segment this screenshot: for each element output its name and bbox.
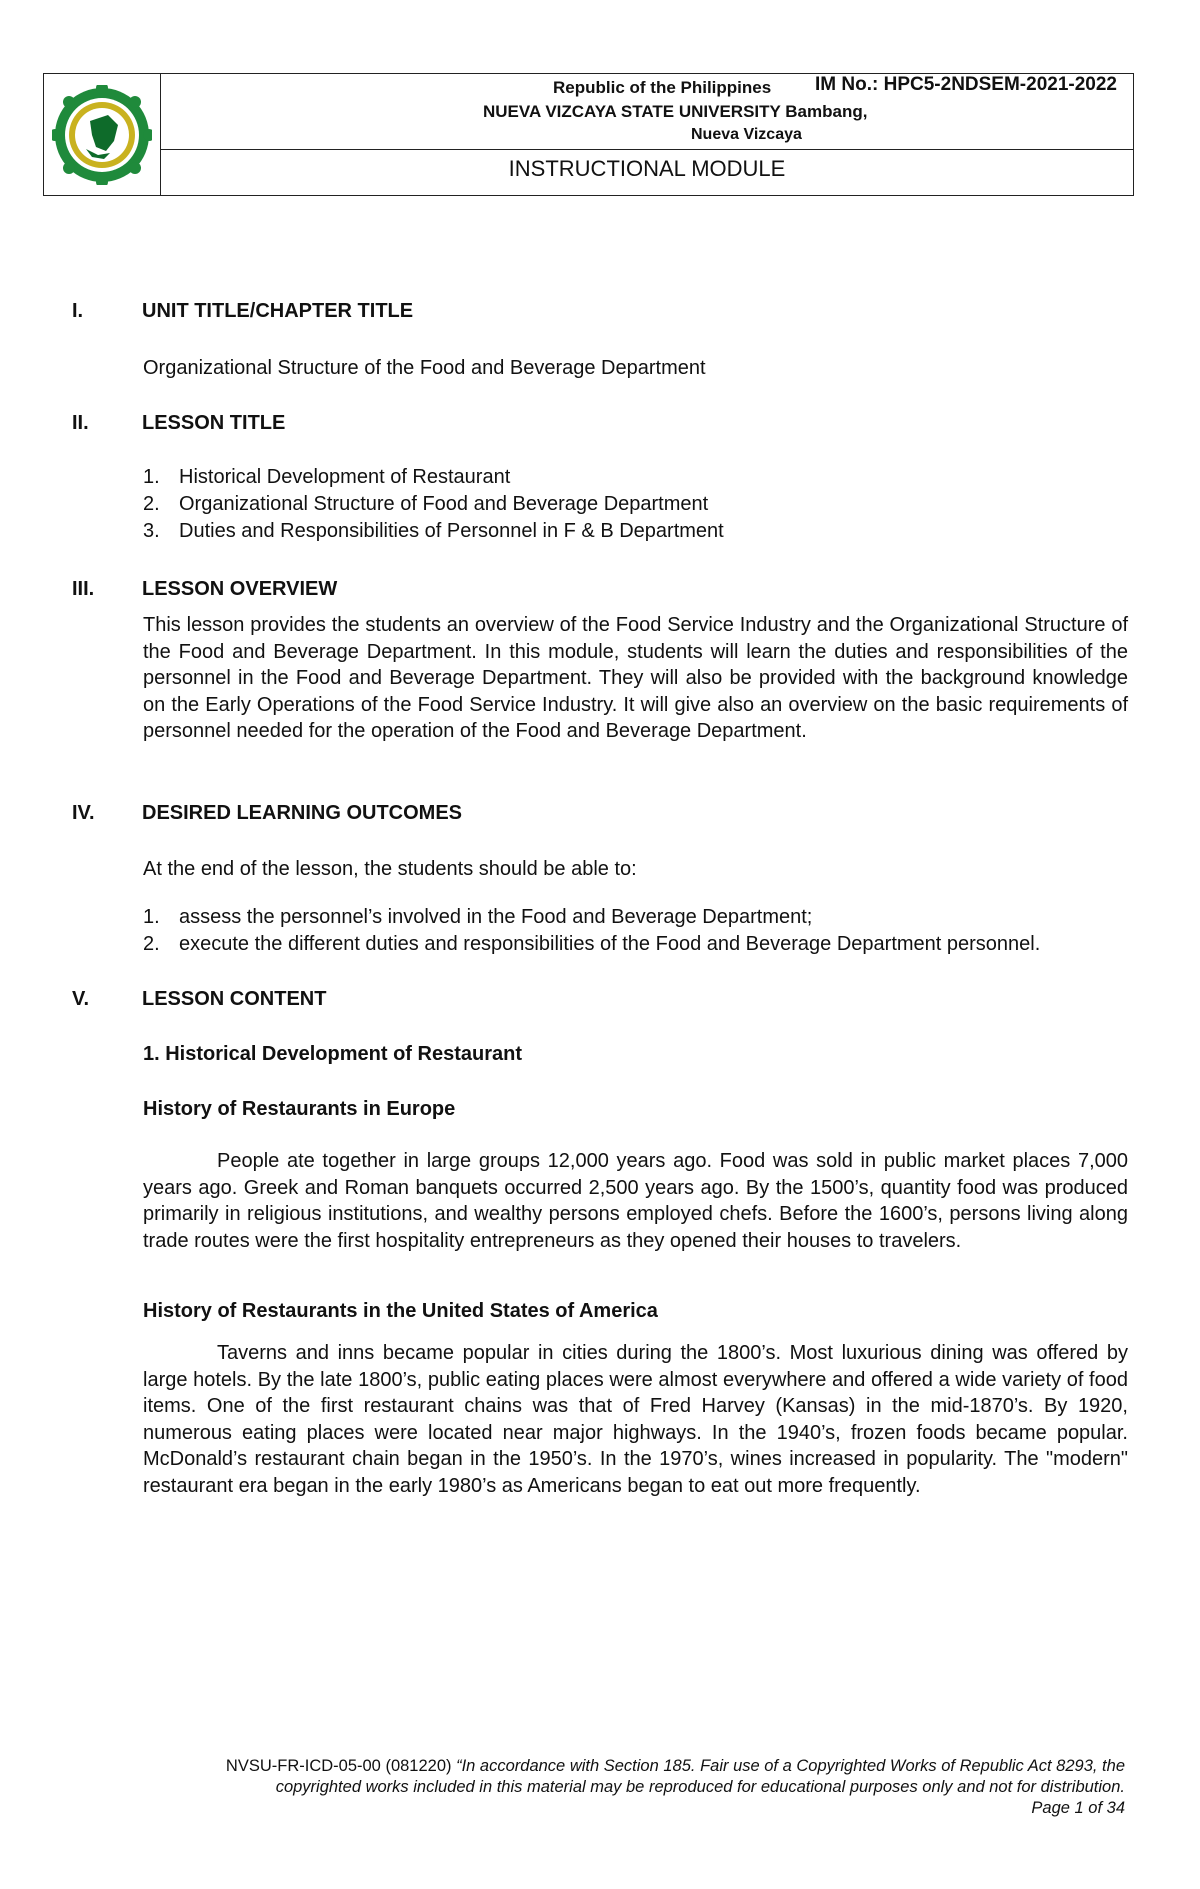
- list-item: 1. Historical Development of Restaurant: [143, 466, 511, 488]
- list-item: 2. execute the different duties and responsibilities of the Food and Beverage Department personnel.: [143, 933, 1041, 955]
- form-code: NVSU-FR-ICD-05-00 (081220): [225, 1757, 452, 1775]
- list-item: 3. Duties and Responsibilities of Personnel in F & B Department: [143, 520, 724, 542]
- section-number: IV.: [72, 802, 95, 824]
- section-number: V.: [72, 988, 90, 1010]
- section-heading: UNIT TITLE/CHAPTER TITLE: [142, 300, 414, 322]
- list-item: 1. assess the personnel’s involved in the Food and Beverage Department;: [143, 906, 813, 928]
- section-number: I.: [72, 300, 84, 322]
- europe-heading: History of Restaurants in Europe: [143, 1098, 456, 1120]
- section-heading: LESSON OVERVIEW: [142, 578, 338, 600]
- section-heading: DESIRED LEARNING OUTCOMES: [142, 802, 463, 824]
- im-number: IM No.: HPC5-2NDSEM-2021-2022: [815, 74, 1117, 95]
- province-name: Nueva Vizcaya: [691, 126, 802, 143]
- section-number: III.: [72, 578, 95, 600]
- lesson-overview-text: This lesson provides the students an overview of the Food Service Industry and the Organizational Structure of the Food and Beverage Department. In this module, students will learn the duties and responsibilities of the personnel in the Food and Beverage Department. They will also be provided with the background knowledge on the Early Operations of the Food Service Industry. It will give also an overview on the basic requirements of personnel needed for the operation of the Food and Beverage Department.: [143, 614, 1128, 742]
- copyright-notice-1: “In accordance with Section 185. Fair use of a Copyrighted Works of Republic Act 8293, the: [456, 1757, 1125, 1775]
- republic-label: Republic of the Philippines: [553, 78, 772, 97]
- section-heading: LESSON CONTENT: [142, 988, 327, 1010]
- list-item: 2. Organizational Structure of Food and Beverage Department: [143, 493, 709, 515]
- header-info: [161, 74, 1133, 150]
- usa-heading: History of Restaurants in the United States of America: [143, 1300, 658, 1322]
- university-seal-icon: [52, 85, 152, 185]
- section-heading: LESSON TITLE: [142, 412, 286, 434]
- unit-title-text: Organizational Structure of the Food and Beverage Department: [143, 357, 706, 379]
- module-title: INSTRUCTIONAL MODULE: [508, 156, 786, 181]
- outcomes-intro: At the end of the lesson, the students should be able to:: [143, 858, 637, 880]
- europe-text: People ate together in large groups 12,000 years ago. Food was sold in public market places 7,000 years ago. Greek and Roman banquets occurred 2,500 years ago. By the 1500’s, quantity food was produced primarily in religious institutions, and wealthy persons employed chefs. Before the 1600’s, persons living along trade routes were the first hospitality entrepreneurs as they opened their houses to travelers.: [143, 1150, 1128, 1252]
- lesson-title-list: [143, 466, 724, 547]
- section-number: II.: [72, 412, 89, 434]
- logo-cell: [44, 74, 161, 195]
- usa-text: Taverns and inns became popular in cities during the 1800’s. Most luxurious dining was offered by large hotels. By the late 1800’s, public eating places were almost everywhere and offered a wide variety of food items. One of the first restaurant chains was that of Fred Harvey (Kansas) in the mid-1870’s. By 1920, numerous eating places were located near major highways. In the 1940’s, frozen foods became popular. McDonald’s restaurant chain began in the 1950’s. In the 1970’s, wines increased in popularity. The "modern" restaurant era began in the early 1980’s as Americans began to eat out more frequently.: [143, 1342, 1128, 1497]
- document-header: [43, 73, 1134, 196]
- university-name: NUEVA VIZCAYA STATE UNIVERSITY Bambang,: [483, 102, 868, 121]
- page-number: Page 1 of 34: [1031, 1799, 1125, 1817]
- copyright-notice-2: copyrighted works included in this material may be reproduced for educational purposes only and not for distribution.: [275, 1778, 1125, 1796]
- page-footer: [125, 1756, 1125, 1819]
- content-subtitle: 1. Historical Development of Restaurant: [143, 1043, 522, 1065]
- footer-line-3: [125, 1798, 1125, 1819]
- footer-line-1: [125, 1756, 1125, 1777]
- footer-line-2: [125, 1777, 1125, 1798]
- outcomes-list: [143, 906, 1040, 960]
